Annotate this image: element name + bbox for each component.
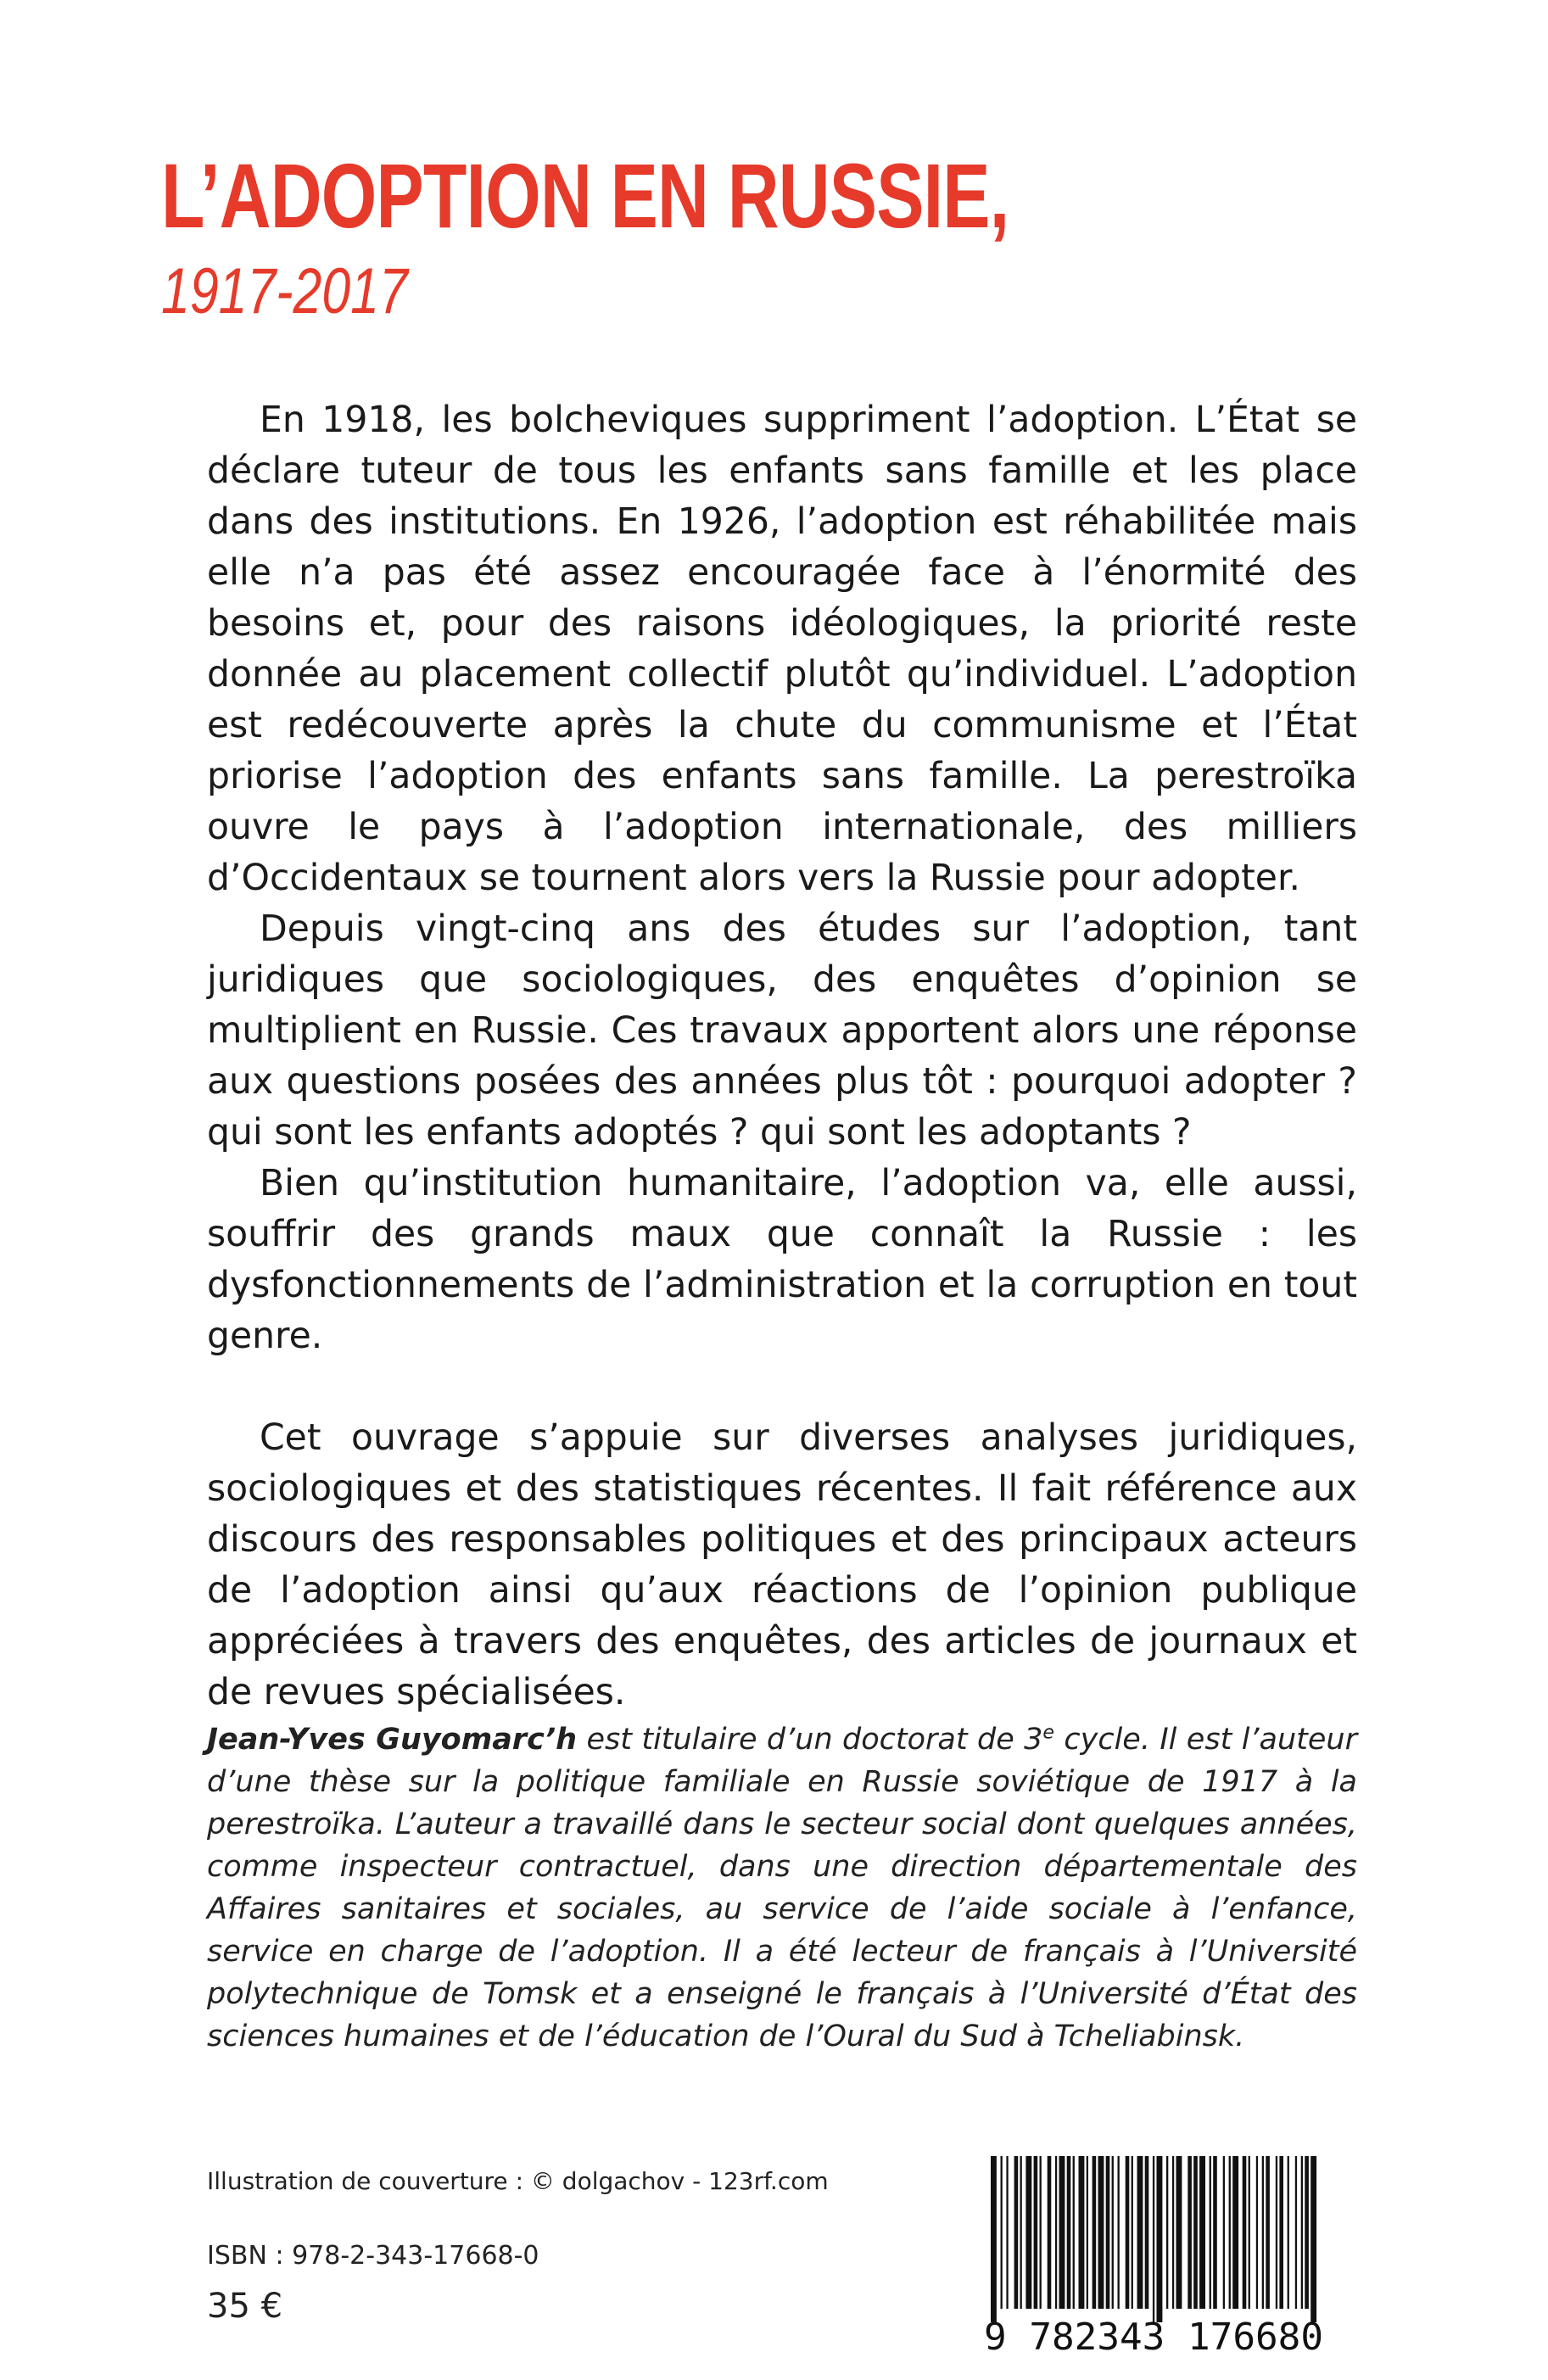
barcode-bar: [1118, 2156, 1120, 2309]
barcode-bar: [1055, 2156, 1057, 2309]
barcode-bar: [1137, 2156, 1143, 2309]
barcode-bar: [1014, 2156, 1019, 2309]
bio-text: cycle. Il est l’auteur d’une thèse sur la politique familiale en Russie soviétique de 1917 à la perestroïka. L’auteur a travaillé dans le secteur social dont quelques années, comme inspecteur contractuel, dans une direction départementale des Affaires sanitaires et sociales, au service de l’aide sociale à l’enfance, service en charge de l’adoption. Il a été lecteur de français à l’Université polytechnique de Tomsk et a enseigné le français à l’Université d’État des sciences humaines et de l’éducation de l’Oural du Sud à Tcheliabinsk.: [207, 1723, 1358, 2053]
barcode-bar: [1279, 2156, 1283, 2309]
barcode-bar: [1001, 2156, 1003, 2309]
author-bio: [207, 1718, 1357, 2058]
barcode-digits: 9 782343 176680: [984, 2316, 1323, 2356]
illustration-credit: Illustration de couverture : © dolgachov - 123rf.com: [207, 2167, 829, 2195]
barcode-bar: [1087, 2156, 1088, 2309]
summary-paragraph: Depuis vingt-cinq ans des études sur l’adoption, tant juridiques que sociologiques, des enquêtes d’opinion se multiplient en Russie. Ces travaux apportent alors une réponse aux questions posées des années plus tôt : pourquoi adopter ? qui sont les enfants adoptés ? qui sont les adoptants ?: [207, 908, 1357, 1154]
author-name: Jean-Yves Guyomarc’h: [207, 1723, 578, 1757]
barcode-bar: [1073, 2156, 1075, 2309]
bio-text: est titulaire d’un doctorat de 3: [577, 1723, 1043, 1757]
barcode-bar: [1301, 2156, 1303, 2309]
book-title: L’ADOPTION EN RUSSIE,: [161, 144, 1009, 247]
barcode-bar: [1093, 2156, 1097, 2309]
barcode-bar: [1295, 2156, 1297, 2309]
barcode-bar: [1048, 2156, 1052, 2309]
barcode-bar: [1210, 2156, 1211, 2309]
barcode-bar: [1145, 2156, 1149, 2309]
isbn: ISBN : 978-2-343-17668-0: [207, 2241, 539, 2271]
barcode-bar: [1249, 2156, 1250, 2309]
barcode-bar: [1025, 2156, 1031, 2309]
barcode-bar: [1266, 2156, 1270, 2309]
barcode-bar: [1276, 2156, 1277, 2309]
barcode-bar: [1199, 2156, 1205, 2309]
barcode-bar: [1262, 2156, 1264, 2309]
barcode-bar: [1040, 2156, 1042, 2309]
barcode-bar: [1153, 2156, 1154, 2322]
summary-paragraph: Cet ouvrage s’appuie sur diverses analyses juridiques, sociologiques et des statistiques récentes. Il fait référence aux discours des responsables politiques et des principaux acteurs de l’adoption ainsi qu’aux réactions de l’opinion publique appréciées à travers des enquêtes, des articles de journaux et de revues spécialisées.: [207, 1417, 1357, 1713]
barcode-bar: [1106, 2156, 1110, 2309]
barcode-bar: [1223, 2156, 1225, 2309]
barcode: [975, 2153, 1332, 2356]
barcode-bar: [1157, 2156, 1163, 2322]
barcode-bar: [1126, 2156, 1130, 2309]
barcode-bar: [1213, 2156, 1217, 2309]
barcode-bar: [1305, 2156, 1309, 2309]
summary-paragraph: En 1918, les bolcheviques suppriment l’adoption. L’État se déclare tuteur de tous les enfants sans famille et les place dans des institutions. En 1926, l’adoption est réhabilitée mais elle n’a pas été assez encouragée face à l’énormité des besoins et, pour des raisons idéologiques, la priorité reste donnée au placement collectif plutôt qu’individuel. L’adoption est redécouverte après la chute du communisme et l’État priorise l’adoption des enfants sans famille. La perestroïka ouvre le pays à l’adoption internationale, des milliers d’Occidentaux se tournent alors vers la Russie pour adopter.: [207, 399, 1357, 899]
barcode-bar: [1288, 2156, 1289, 2309]
barcode-bar: [1067, 2156, 1071, 2309]
barcode-bar: [1176, 2156, 1182, 2309]
price: 35 €: [207, 2287, 283, 2326]
barcode-bar: [1079, 2156, 1085, 2309]
barcode-bar: [1166, 2156, 1168, 2309]
barcode-bar: [1172, 2156, 1174, 2309]
barcode-bar: [1034, 2156, 1038, 2309]
barcode-bar: [991, 2156, 997, 2322]
barcode-bar: [1243, 2156, 1247, 2309]
back-cover-summary: [207, 395, 1357, 1718]
barcode-bar: [1112, 2156, 1114, 2309]
barcode-bar: [1232, 2156, 1238, 2309]
barcode-bar: [1098, 2156, 1104, 2309]
barcode-bar: [1006, 2156, 1008, 2309]
barcode-bar: [1256, 2156, 1258, 2309]
barcode-bar: [1020, 2156, 1022, 2309]
summary-paragraph: Bien qu’institution humanitaire, l’adoption va, elle aussi, souffrir des grands maux que connaît la Russie : les dysfonctionnements de l’administration et la corruption en tout genre.: [207, 1163, 1357, 1357]
barcode-bars: [991, 2156, 1316, 2322]
book-subtitle: 1917-2017: [161, 255, 408, 327]
barcode-bar: [1193, 2156, 1198, 2309]
barcode-bar: [1132, 2156, 1133, 2309]
barcode-bar: [1229, 2156, 1231, 2309]
bio-superscript: e: [1042, 1722, 1054, 1744]
barcode-bar: [1188, 2156, 1192, 2309]
barcode-bar: [1059, 2156, 1065, 2309]
barcode-bar: [1310, 2156, 1316, 2322]
